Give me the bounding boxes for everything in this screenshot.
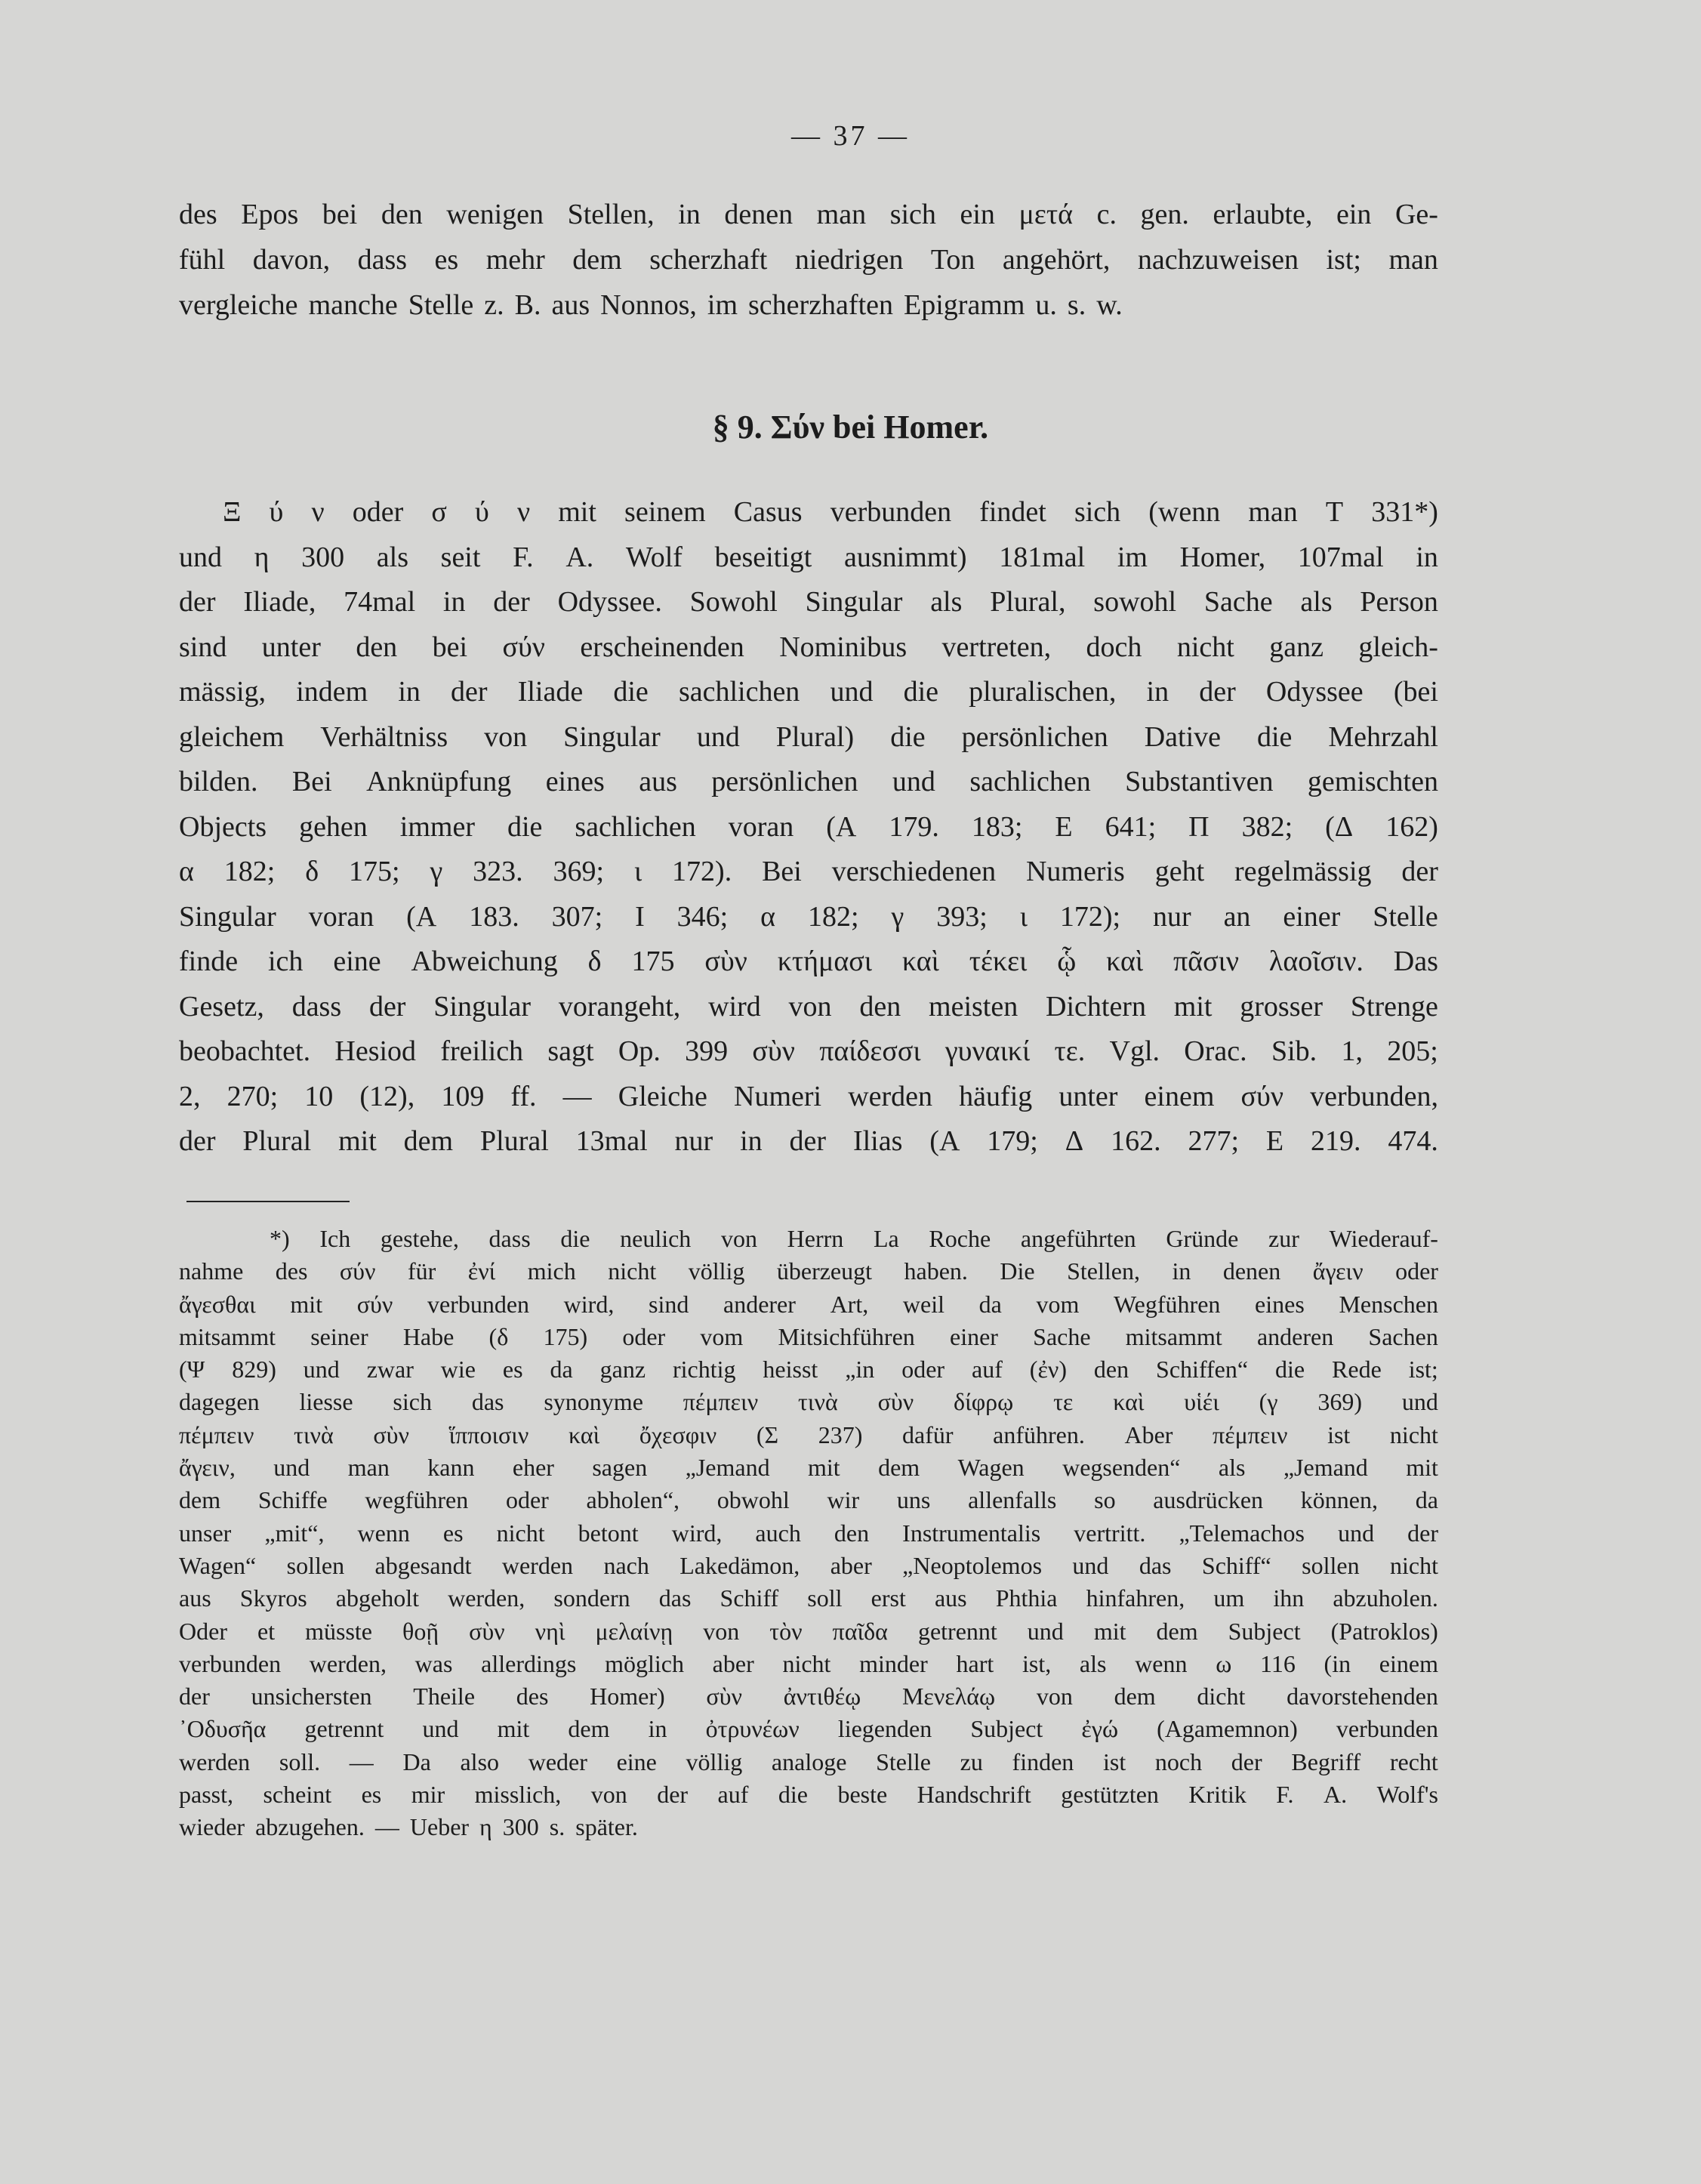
footnote-line: wieder abzugehen. — Ueber η 300 s. später. xyxy=(179,1813,638,1841)
text-line: mässig, indem in der Iliade die sachlichen und die pluralischen, in der Odyssee (bei xyxy=(179,676,1438,708)
main-paragraph xyxy=(179,495,1438,1170)
intro-paragraph xyxy=(179,198,1438,334)
footnote-line: (Ψ 829) und zwar wie es da ganz richtig heisst „in oder auf (ἐν) den Schiffen“ die Rede ist; xyxy=(179,1356,1438,1384)
section-heading: § 9. Σύν bei Homer. xyxy=(712,409,989,446)
page-number: — 37 — xyxy=(791,120,910,152)
footnote-line: πέμπειν τινὰ σὺν ἵπποισιν καὶ ὄχεσφιν (Σ 237) dafür anführen. Aber πέμπειν ist nicht xyxy=(179,1421,1438,1448)
footnote-line: passt, scheint es mir misslich, von der auf die beste Handschrift gestützten Kritik F. A. Wolf's xyxy=(179,1781,1438,1809)
footnote-line: dem Schiffe wegführen oder abholen“, obwohl wir uns allenfalls so ausdrücken können, da xyxy=(179,1486,1438,1514)
footnote-divider xyxy=(186,1201,350,1202)
footnote-line: ἄγειν, und man kann eher sagen „Jemand mit dem Wagen wegsenden“ als „Jemand mit xyxy=(179,1454,1438,1482)
footnote-line: werden soll. — Da also weder eine völlig analoge Stelle zu finden ist noch der Begriff recht xyxy=(179,1748,1438,1775)
text-line: Ξ ύ ν oder σ ύ ν mit seinem Casus verbunden findet sich (wenn man T 331*) xyxy=(223,496,1438,528)
text-line: und η 300 als seit F. A. Wolf beseitigt ausnimmt) 181mal im Homer, 107mal in xyxy=(179,541,1438,573)
footnote-line: ἄγεσθαι mit σύν verbunden wird, sind anderer Art, weil da vom Wegführen eines Menschen xyxy=(179,1290,1438,1318)
footnote-line: Oder et müsste θοῇ σὺν νηὶ μελαίνῃ von τὸν παῖδα getrennt und mit dem Subject (Patroklos) xyxy=(179,1617,1438,1645)
footnote-line: ᾿Οδυσῆα getrennt und mit dem in ὀτρυνέων liegenden Subject ἐγώ (Agamemnon) verbunden xyxy=(179,1715,1438,1743)
text-line: Gesetz, dass der Singular vorangeht, wird von den meisten Dichtern mit grosser Strenge xyxy=(179,990,1438,1023)
footnote-line: dagegen liesse sich das synonyme πέμπειν τινὰ σὺν δίφρῳ τε καὶ υἱέι (γ 369) und xyxy=(179,1388,1438,1416)
footnote-line: verbunden werden, was allerdings möglich aber nicht minder hart ist, als wenn ω 116 (in einem xyxy=(179,1649,1438,1677)
text-line: Objects gehen immer die sachlichen voran (Α 179. 183; Ε 641; Π 382; (Δ 162) xyxy=(179,810,1438,843)
footnote-line: unser „mit“, wenn es nicht betont wird, auch den Instrumentalis vertritt. „Telemachos und der xyxy=(179,1519,1438,1547)
text-line: finde ich eine Abweichung δ 175 σὺν κτήμασι καὶ τέκει ᾧ καὶ πᾶσιν λαοῖσιν. Das xyxy=(179,945,1438,977)
text-line: bilden. Bei Anknüpfung eines aus persönlichen und sachlichen Substantiven gemischten xyxy=(179,766,1438,797)
text-line: der Iliade, 74mal in der Odyssee. Sowohl Singular als Plural, sowohl Sache als Person xyxy=(179,586,1438,618)
text-line: fühl davon, dass es mehr dem scherzhaft niedrigen Ton angehört, nachzuweisen ist; man xyxy=(179,244,1438,276)
text-line: beobachtet. Hesiod freilich sagt Op. 399 σὺν παίδεσσι γυναικί τε. Vgl. Orac. Sib. 1, 205; xyxy=(179,1035,1438,1067)
footnote xyxy=(179,1225,1438,1846)
footnote-line: *) Ich gestehe, dass die neulich von Herrn La Roche angeführten Gründe zur Wiederauf- xyxy=(270,1225,1438,1252)
footnote-line: mitsammt seiner Habe (δ 175) oder vom Mitsichführen einer Sache mitsammt anderen Sachen xyxy=(179,1322,1438,1350)
footnote-line: nahme des σύν für ἐνί mich nicht völlig überzeugt haben. Die Stellen, in denen ἄγειν oder xyxy=(179,1257,1438,1285)
text-line: Singular voran (Α 183. 307; Ι 346; α 182; γ 393; ι 172); nur an einer Stelle xyxy=(179,900,1438,933)
text-line: vergleiche manche Stelle z. B. aus Nonnos, im scherzhaften Epigramm u. s. w. xyxy=(179,289,1123,321)
footnote-line: aus Skyros abgeholt werden, sondern das Schiff soll erst aus Phthia hinfahren, um ihn abzuholen. xyxy=(179,1584,1438,1612)
text-line: der Plural mit dem Plural 13mal nur in der Ilias (Α 179; Δ 162. 277; Ε 219. 474. xyxy=(179,1125,1438,1157)
footnote-line: der unsichersten Theile des Homer) σὺν ἀντιθέῳ Μενελάῳ von dem dicht davorstehenden xyxy=(179,1683,1438,1710)
text-line: α 182; δ 175; γ 323. 369; ι 172). Bei verschiedenen Numeris geht regelmässig der xyxy=(179,856,1438,887)
text-line: des Epos bei den wenigen Stellen, in denen man sich ein μετά c. gen. erlaubte, ein Ge- xyxy=(179,199,1438,230)
text-line: sind unter den bei σύν erscheinenden Nominibus vertreten, doch nicht ganz gleich- xyxy=(179,631,1438,663)
text-line: 2, 270; 10 (12), 109 ff. — Gleiche Numeri werden häufig unter einem σύν verbunden, xyxy=(179,1080,1438,1112)
text-line: gleichem Verhältniss von Singular und Plural) die persönlichen Dative die Mehrzahl xyxy=(179,720,1438,753)
footnote-line: Wagen“ sollen abgesandt werden nach Lakedämon, aber „Neoptolemos und das Schiff“ sollen nicht xyxy=(179,1551,1438,1579)
